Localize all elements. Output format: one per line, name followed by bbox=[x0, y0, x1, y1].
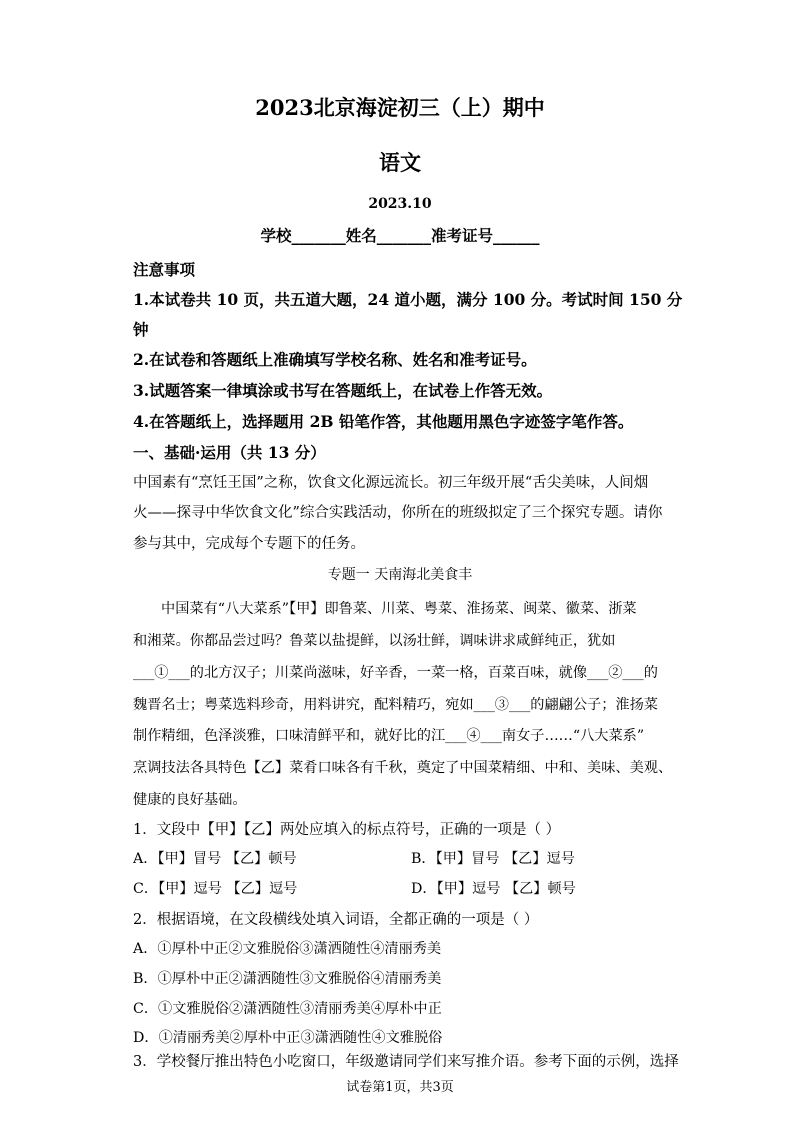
question-2-option-b: B．①厚朴中正②潇洒随性③文雅脱俗④清丽秀美 bbox=[133, 971, 442, 987]
topic-title: 专题一 天南海北美食丰 bbox=[327, 567, 473, 583]
note-line-3: 3.试题答案一律填涂或书写在答题纸上，在试卷上作答无效。 bbox=[133, 381, 553, 400]
exam-title: 2023北京海淀初三（上）期中 bbox=[255, 95, 545, 120]
question-2-option-d: D．①清丽秀美②厚朴中正③潇洒随性④文雅脱俗 bbox=[133, 1030, 443, 1046]
passage-line: 制作精细，色泽淡雅，口味清鲜平和，就好比的江___④___南女子……“八大菜系” bbox=[133, 728, 645, 744]
passage-line: 健康的良好基础。 bbox=[133, 792, 247, 808]
note-line-1: 1.本试卷共 10 页，共五道大题，24 道小题，满分 100 分。考试时间 150 分 bbox=[133, 290, 683, 309]
question-1-stem: 1．文段中【甲】【乙】两处应填入的标点符号，正确的一项是（ ） bbox=[133, 822, 561, 838]
subject-title: 语文 bbox=[379, 150, 421, 175]
passage-line: ___①___的北方汉子；川菜尚滋味，好辛香，一菜一格，百菜百味，就像___②___的 bbox=[133, 665, 658, 681]
passage-line: 魏晋名士；粤菜选料珍奇，用料讲究，配料精巧，宛如___③___的翩翩公子；淮扬菜 bbox=[133, 697, 658, 713]
section-intro-line: 中国素有“烹饪王国”之称，饮食文化源远流长。初三年级开展“舌尖美味，人间烟 bbox=[133, 475, 649, 491]
question-2-option-c: C．①文雅脱俗②潇洒随性③清丽秀美④厚朴中正 bbox=[133, 1001, 442, 1017]
question-3-stem: 3．学校餐厅推出特色小吃窗口，年级邀请同学们来写推介语。参考下面的示例，选择 bbox=[133, 1054, 679, 1070]
note-line-4: 4.在答题纸上，选择题用 2B 铅笔作答，其他题用黑色字迹签字笔作答。 bbox=[133, 412, 634, 431]
notes-heading: 注意事项 bbox=[133, 260, 196, 279]
question-2-stem: 2．根据语境，在文段横线处填入词语，全都正确的一项是（ ） bbox=[133, 912, 539, 928]
student-info-line: 学校_______姓名_______准考证号______ bbox=[260, 226, 540, 245]
passage-line: 烹调技法各具特色【乙】菜肴口味各有千秋，奠定了中国菜精细、中和、美味、美观、 bbox=[133, 760, 673, 776]
passage-line: 中国菜有“八大菜系”【甲】即鲁菜、川菜、粤菜、淮扬菜、闽菜、徽菜、浙菜 bbox=[161, 601, 637, 617]
section-intro-line: 火——探寻中华饮食文化”综合实践活动，你所在的班级拟定了三个探究专题。请你 bbox=[133, 505, 663, 521]
question-1-option-a: A．【甲】冒号 【乙】顿号 bbox=[133, 851, 297, 867]
question-2-option-a: A．①厚朴中正②文雅脱俗③潇洒随性④清丽秀美 bbox=[133, 941, 442, 957]
passage-line: 和湘菜。你都品尝过吗？鲁菜以盐提鲜，以汤壮鲜，调味讲求咸鲜纯正，犹如 bbox=[133, 633, 616, 649]
question-1-option-d: D．【甲】逗号 【乙】顿号 bbox=[411, 881, 576, 897]
page-footer: 试卷第1页，共3页 bbox=[346, 1080, 454, 1095]
section-intro-line: 参与其中，完成每个专题下的任务。 bbox=[133, 536, 365, 552]
exam-date: 2023.10 bbox=[368, 196, 432, 212]
note-line-1-cont: 钟 bbox=[133, 320, 149, 339]
section-heading: 一、基础·运用（共 13 分） bbox=[133, 443, 326, 462]
question-1-option-b: B．【甲】冒号 【乙】逗号 bbox=[411, 851, 575, 867]
note-line-2: 2.在试卷和答题纸上准确填写学校名称、姓名和准考证号。 bbox=[133, 350, 537, 369]
question-1-option-c: C．【甲】逗号 【乙】逗号 bbox=[133, 881, 298, 897]
